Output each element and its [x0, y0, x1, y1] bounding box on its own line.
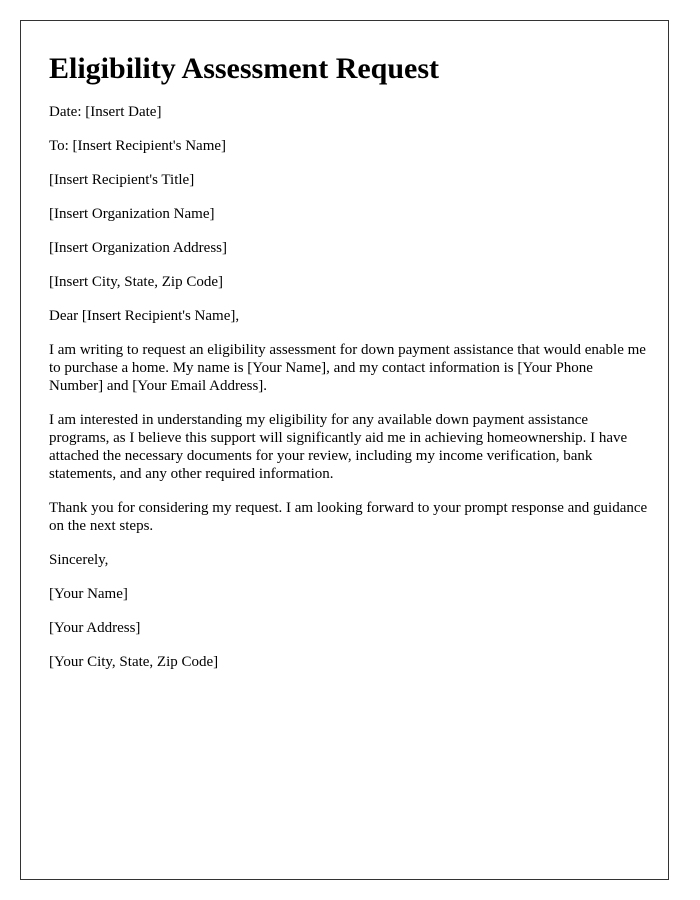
organization-city-line: [Insert City, State, Zip Code]: [49, 274, 223, 290]
signature-city: [Your City, State, Zip Code]: [49, 654, 219, 670]
body-paragraph-1: I am writing to request an eligibility assessment for down payment assistance that would enable me to purchase a home. My name is [Your Name], and my contact information is [Your Phone Number] and [Your Email Address].: [49, 342, 646, 394]
organization-name-line: [Insert Organization Name]: [49, 206, 215, 222]
letter-title: Eligibility Assessment Request: [49, 52, 440, 85]
signature-address: [Your Address]: [49, 620, 141, 636]
date-line: Date: [Insert Date]: [49, 104, 162, 120]
letter-page: [20, 20, 669, 880]
body-paragraph-3: Thank you for considering my request. I am looking forward to your prompt response and guidance on the next steps.: [49, 500, 648, 534]
body-paragraph-2: I am interested in understanding my eligibility for any available down payment assistance programs, as I believe this support will significantly aid me in achieving homeownership. I have attached the necessary documents for your review, including my income verification, bank statements, and any other required information.: [49, 412, 628, 482]
organization-address-line: [Insert Organization Address]: [49, 240, 228, 256]
signature-name: [Your Name]: [49, 586, 128, 602]
salutation: Dear [Insert Recipient's Name],: [49, 308, 240, 324]
recipient-title-line: [Insert Recipient's Title]: [49, 172, 195, 188]
recipient-name-line: To: [Insert Recipient's Name]: [49, 138, 227, 154]
closing: Sincerely,: [49, 552, 109, 568]
